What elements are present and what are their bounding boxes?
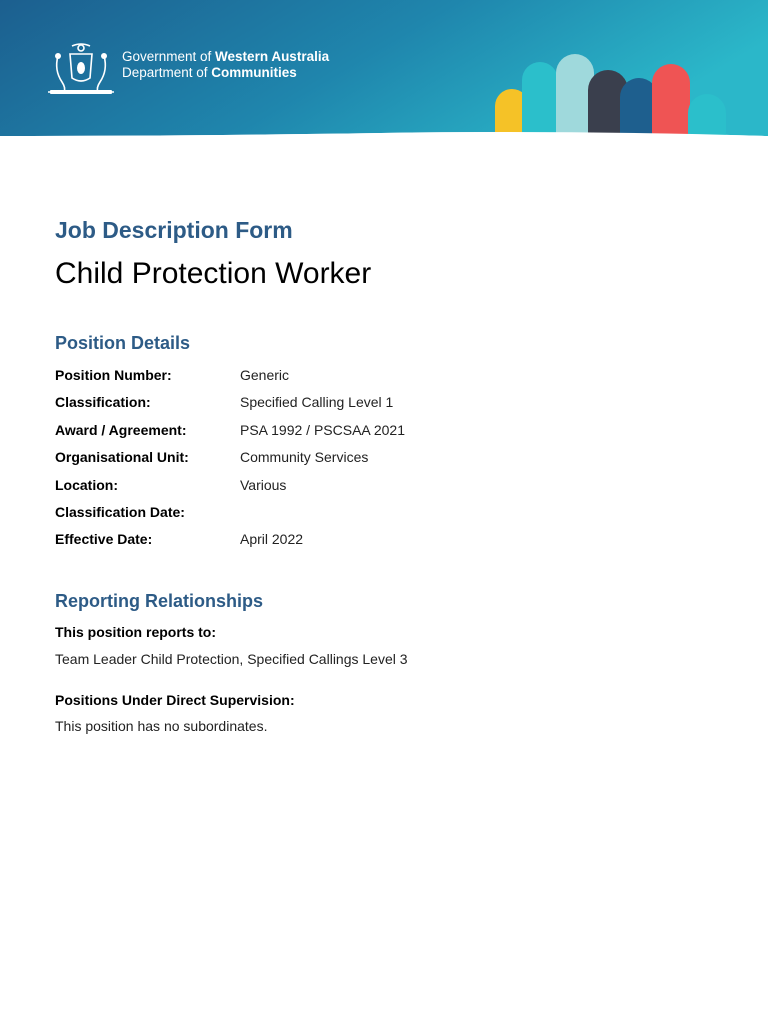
shape-red [652,64,690,140]
detail-value: Specified Calling Level 1 [240,394,394,411]
detail-value: April 2022 [240,531,304,548]
shape-teal-small [688,94,726,140]
detail-row [55,476,735,503]
gov-prefix: Government of [122,49,216,64]
detail-row [55,366,735,393]
position-details-heading: Position Details [55,333,191,353]
detail-label: Organisational Unit: [55,449,189,466]
detail-label: Classification: [55,394,151,411]
department-line [122,65,329,81]
detail-label: Award / Agreement: [55,421,187,438]
detail-value: Various [240,476,287,493]
detail-row [55,530,735,557]
detail-value: Generic [240,367,290,383]
gov-bold: Western Australia [215,49,330,64]
detail-row [55,421,735,448]
reports-to-value: Team Leader Child Protection, Specified Callings Level 3 [55,651,408,667]
header-banner [0,0,768,140]
detail-value: PSA 1992 / PSCSAA 2021 [240,421,406,438]
government-line [122,49,329,65]
reports-to-label: This position reports to: [55,624,216,640]
supervision-value: This position has no subordinates. [55,718,268,734]
shape-teal [522,62,558,140]
detail-row [55,393,735,420]
detail-label: Effective Date: [55,531,153,548]
government-wordmark [122,49,329,81]
detail-row [55,448,735,475]
detail-value: Community Services [240,449,369,466]
position-details-table [55,366,735,558]
detail-label: Location: [55,476,118,493]
wa-crest-icon [44,42,118,96]
detail-label: Classification Date: [55,503,185,520]
supervision-label: Positions Under Direct Supervision: [55,692,295,708]
detail-label: Position Number: [55,367,172,383]
dept-prefix: Department of [122,65,212,80]
dept-bold: Communities [211,65,297,80]
form-label: Job Description Form [55,217,293,243]
detail-row [55,503,735,530]
job-title: Child Protection Worker [55,257,372,290]
reporting-relationships-heading: Reporting Relationships [55,591,264,611]
